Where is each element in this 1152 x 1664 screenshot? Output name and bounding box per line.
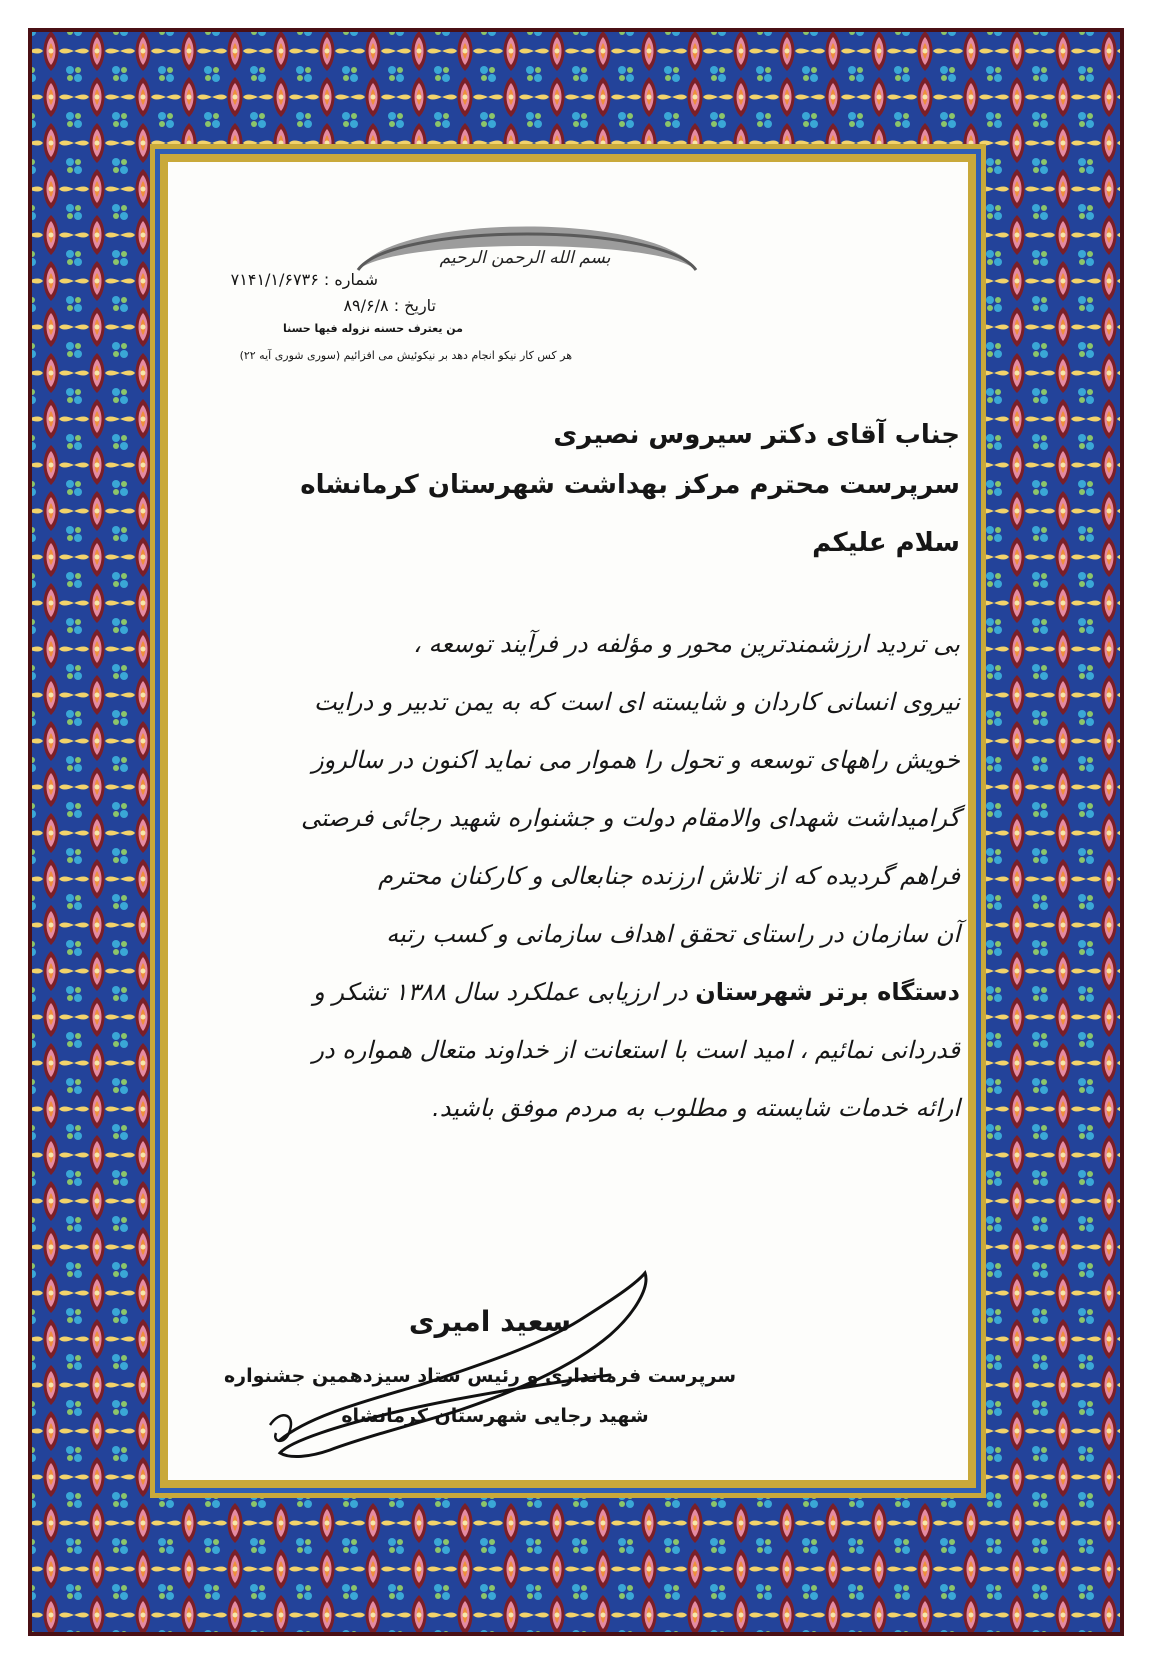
handwritten-signature	[250, 1265, 730, 1465]
body-line-7-rest: در ارزیابی عملکرد سال ۱۳۸۸ تشکر و	[313, 978, 688, 1006]
body-line-9: ارائه خدمات شایسته و مطلوب به مردم موفق باشید.	[432, 1094, 960, 1122]
body-line-1: بی تردید ارزشمندترین محور و مؤلفه در فرآیند توسعه ،	[413, 630, 960, 658]
letter-number-label: شماره :	[323, 270, 378, 289]
greeting: سلام علیکم	[812, 528, 960, 558]
letter-date-label: تاریخ :	[393, 296, 436, 315]
letter-number	[186, 270, 378, 289]
body-line-3: خویش راههای توسعه و تحول را هموار می نماید اکنون در سالروز	[312, 746, 960, 774]
body-line-8: قدردانی نمائیم ، امید است با استعانت از خداوند متعال همواره در	[312, 1036, 960, 1064]
quran-verse: من یعترف حسنه نزوله فیها حسنا	[282, 322, 463, 335]
body-line-6: آن سازمان در راستای تحقق اهداف سازمانی و کسب رتبه	[386, 920, 960, 948]
body-line-2: نیروی انسانی کاردان و شایسته ای است که به یمن تدبیر و درایت	[313, 688, 960, 716]
body-line-4: گرامیداشت شهدای والامقام دولت و جشنواره شهید رجائی فرصتی	[301, 804, 960, 832]
addressee-name: جناب آقای دکتر سیروس نصیری	[553, 420, 960, 450]
letter-date-value: ۸۹/۶/۸	[343, 296, 389, 315]
body-highlight: دستگاه برتر شهرستان	[695, 978, 960, 1006]
signer-name: سعید امیری	[408, 1305, 572, 1338]
body-line-7	[180, 978, 960, 1006]
letter-number-value: ۷۱۴۱/۱/۶۷۳۶	[230, 270, 319, 289]
verse-translation: هر کس کار نیکو انجام دهد بر نیکوئیش می افزائیم (سوری شوری آیه ۲۲)	[239, 349, 572, 362]
addressee-title: سرپرست محترم مرکز بهداشت شهرستان کرمانشاه	[300, 470, 960, 500]
signer-position-1: سرپرست فرمانداری و رئیس ستاد سیزدهمین جشنواره	[223, 1365, 737, 1387]
bismillah: بسم الله الرحمن الرحیم	[439, 248, 611, 268]
letter-date	[186, 296, 436, 315]
body-line-5: فراهم گردیده که از تلاش ارزنده جنابعالی و کارکنان محترم	[378, 862, 960, 890]
signer-position-2: شهید رجایی شهرستان کرمانشاه	[341, 1405, 649, 1427]
